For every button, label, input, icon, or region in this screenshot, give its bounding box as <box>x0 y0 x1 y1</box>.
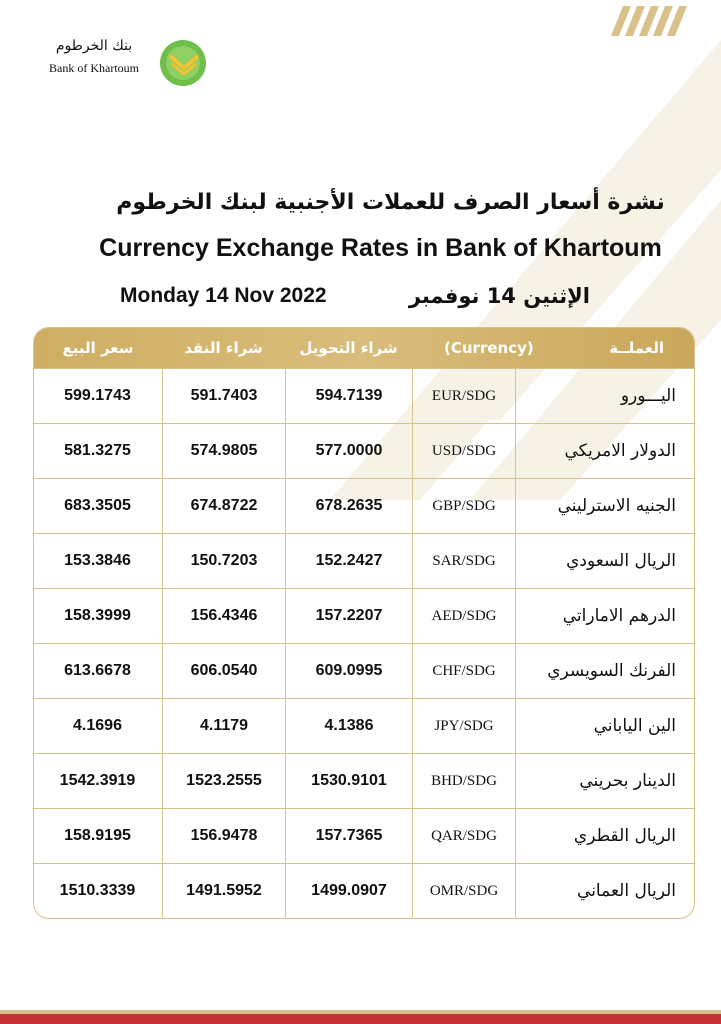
cell-currency-pair: GBP/SDG <box>412 479 515 533</box>
cell-currency-name: الجنيه الاسترليني <box>515 479 694 533</box>
cell-currency-name: الفرنك السويسري <box>515 644 694 698</box>
cell-sell: 158.9195 <box>64 827 131 844</box>
date-line <box>120 284 590 308</box>
cell-currency-pair: QAR/SDG <box>412 809 515 863</box>
bank-logo <box>44 36 214 96</box>
cell-currency-name: الريال القطري <box>515 809 694 863</box>
cell-transfer: 1499.0907 <box>285 864 412 918</box>
cell-cash: 1523.2555 <box>162 754 285 808</box>
table-header <box>34 328 694 368</box>
cell-currency-pair: JPY/SDG <box>412 699 515 753</box>
header-cash: شراء النقد <box>184 339 263 357</box>
table-row <box>34 533 694 588</box>
cell-transfer: 4.1386 <box>285 699 412 753</box>
table-row <box>34 478 694 533</box>
cell-cash: 156.4346 <box>162 589 285 643</box>
cell-cash: 150.7203 <box>162 534 285 588</box>
cell-cash: 1491.5952 <box>162 864 285 918</box>
cell-cash: 4.1179 <box>162 699 285 753</box>
cell-transfer: 157.7365 <box>285 809 412 863</box>
cell-sell: 158.3999 <box>64 607 131 624</box>
date-arabic: الإثنين 14 نوفمبر <box>408 284 590 308</box>
corner-stripes <box>601 6 691 36</box>
cell-cash: 156.9478 <box>162 809 285 863</box>
cell-transfer: 1530.9101 <box>285 754 412 808</box>
logo-arabic-text: بنك الخرطوم <box>55 38 133 54</box>
table-row <box>34 368 694 423</box>
cell-transfer: 152.2427 <box>285 534 412 588</box>
table-row <box>34 643 694 698</box>
cell-sell: 1510.3339 <box>59 882 136 899</box>
cell-sell: 599.1743 <box>64 387 131 404</box>
cell-cash: 574.9805 <box>162 424 285 478</box>
bottom-bar <box>0 1014 721 1024</box>
cell-sell: 4.1696 <box>73 717 122 734</box>
cell-currency-pair: SAR/SDG <box>412 534 515 588</box>
rates-table <box>33 327 695 919</box>
date-english: Monday 14 Nov 2022 <box>120 284 327 307</box>
cell-sell: 683.3505 <box>64 497 131 514</box>
table-row <box>34 863 694 918</box>
cell-currency-name: الين الياباني <box>515 699 694 753</box>
cell-currency-pair: CHF/SDG <box>412 644 515 698</box>
cell-currency-pair: AED/SDG <box>412 589 515 643</box>
cell-cash: 674.8722 <box>162 479 285 533</box>
table-row <box>34 808 694 863</box>
cell-currency-pair: USD/SDG <box>412 424 515 478</box>
cell-transfer: 678.2635 <box>285 479 412 533</box>
cell-transfer: 157.2207 <box>285 589 412 643</box>
cell-sell: 581.3275 <box>64 442 131 459</box>
cell-sell: 1542.3919 <box>59 772 136 789</box>
cell-currency-name: الريال العماني <box>515 864 694 918</box>
title-arabic: نشرة أسعار الصرف للعملات الأجنبية لبنك الخرطوم <box>116 190 665 215</box>
cell-cash: 606.0540 <box>162 644 285 698</box>
header-currency <box>414 328 694 368</box>
bank-emblem-icon <box>158 38 208 88</box>
cell-transfer: 609.0995 <box>285 644 412 698</box>
header-currency-english: (Currency) <box>444 339 534 357</box>
logo-english-text: Bank of Khartoum <box>49 61 139 75</box>
cell-currency-name: الدولار الامريكي <box>515 424 694 478</box>
cell-transfer: 577.0000 <box>285 424 412 478</box>
cell-currency-pair: OMR/SDG <box>412 864 515 918</box>
cell-sell: 153.3846 <box>64 552 131 569</box>
table-row <box>34 698 694 753</box>
title-english: Currency Exchange Rates in Bank of Khartoum <box>99 234 662 262</box>
cell-sell: 613.6678 <box>64 662 131 679</box>
cell-cash: 591.7403 <box>162 369 285 423</box>
cell-currency-name: اليـــورو <box>515 369 694 423</box>
table-row <box>34 423 694 478</box>
table-row <box>34 588 694 643</box>
cell-currency-pair: EUR/SDG <box>412 369 515 423</box>
cell-currency-name: الدينار بحريني <box>515 754 694 808</box>
table-row <box>34 753 694 808</box>
cell-currency-name: الريال السعودي <box>515 534 694 588</box>
cell-currency-name: الدرهم الاماراتي <box>515 589 694 643</box>
header-currency-arabic: العملــة <box>609 339 664 357</box>
cell-currency-pair: BHD/SDG <box>412 754 515 808</box>
header-transfer: شراء التحويل <box>299 339 398 357</box>
header-sell: سعر البيع <box>62 339 134 357</box>
cell-transfer: 594.7139 <box>285 369 412 423</box>
